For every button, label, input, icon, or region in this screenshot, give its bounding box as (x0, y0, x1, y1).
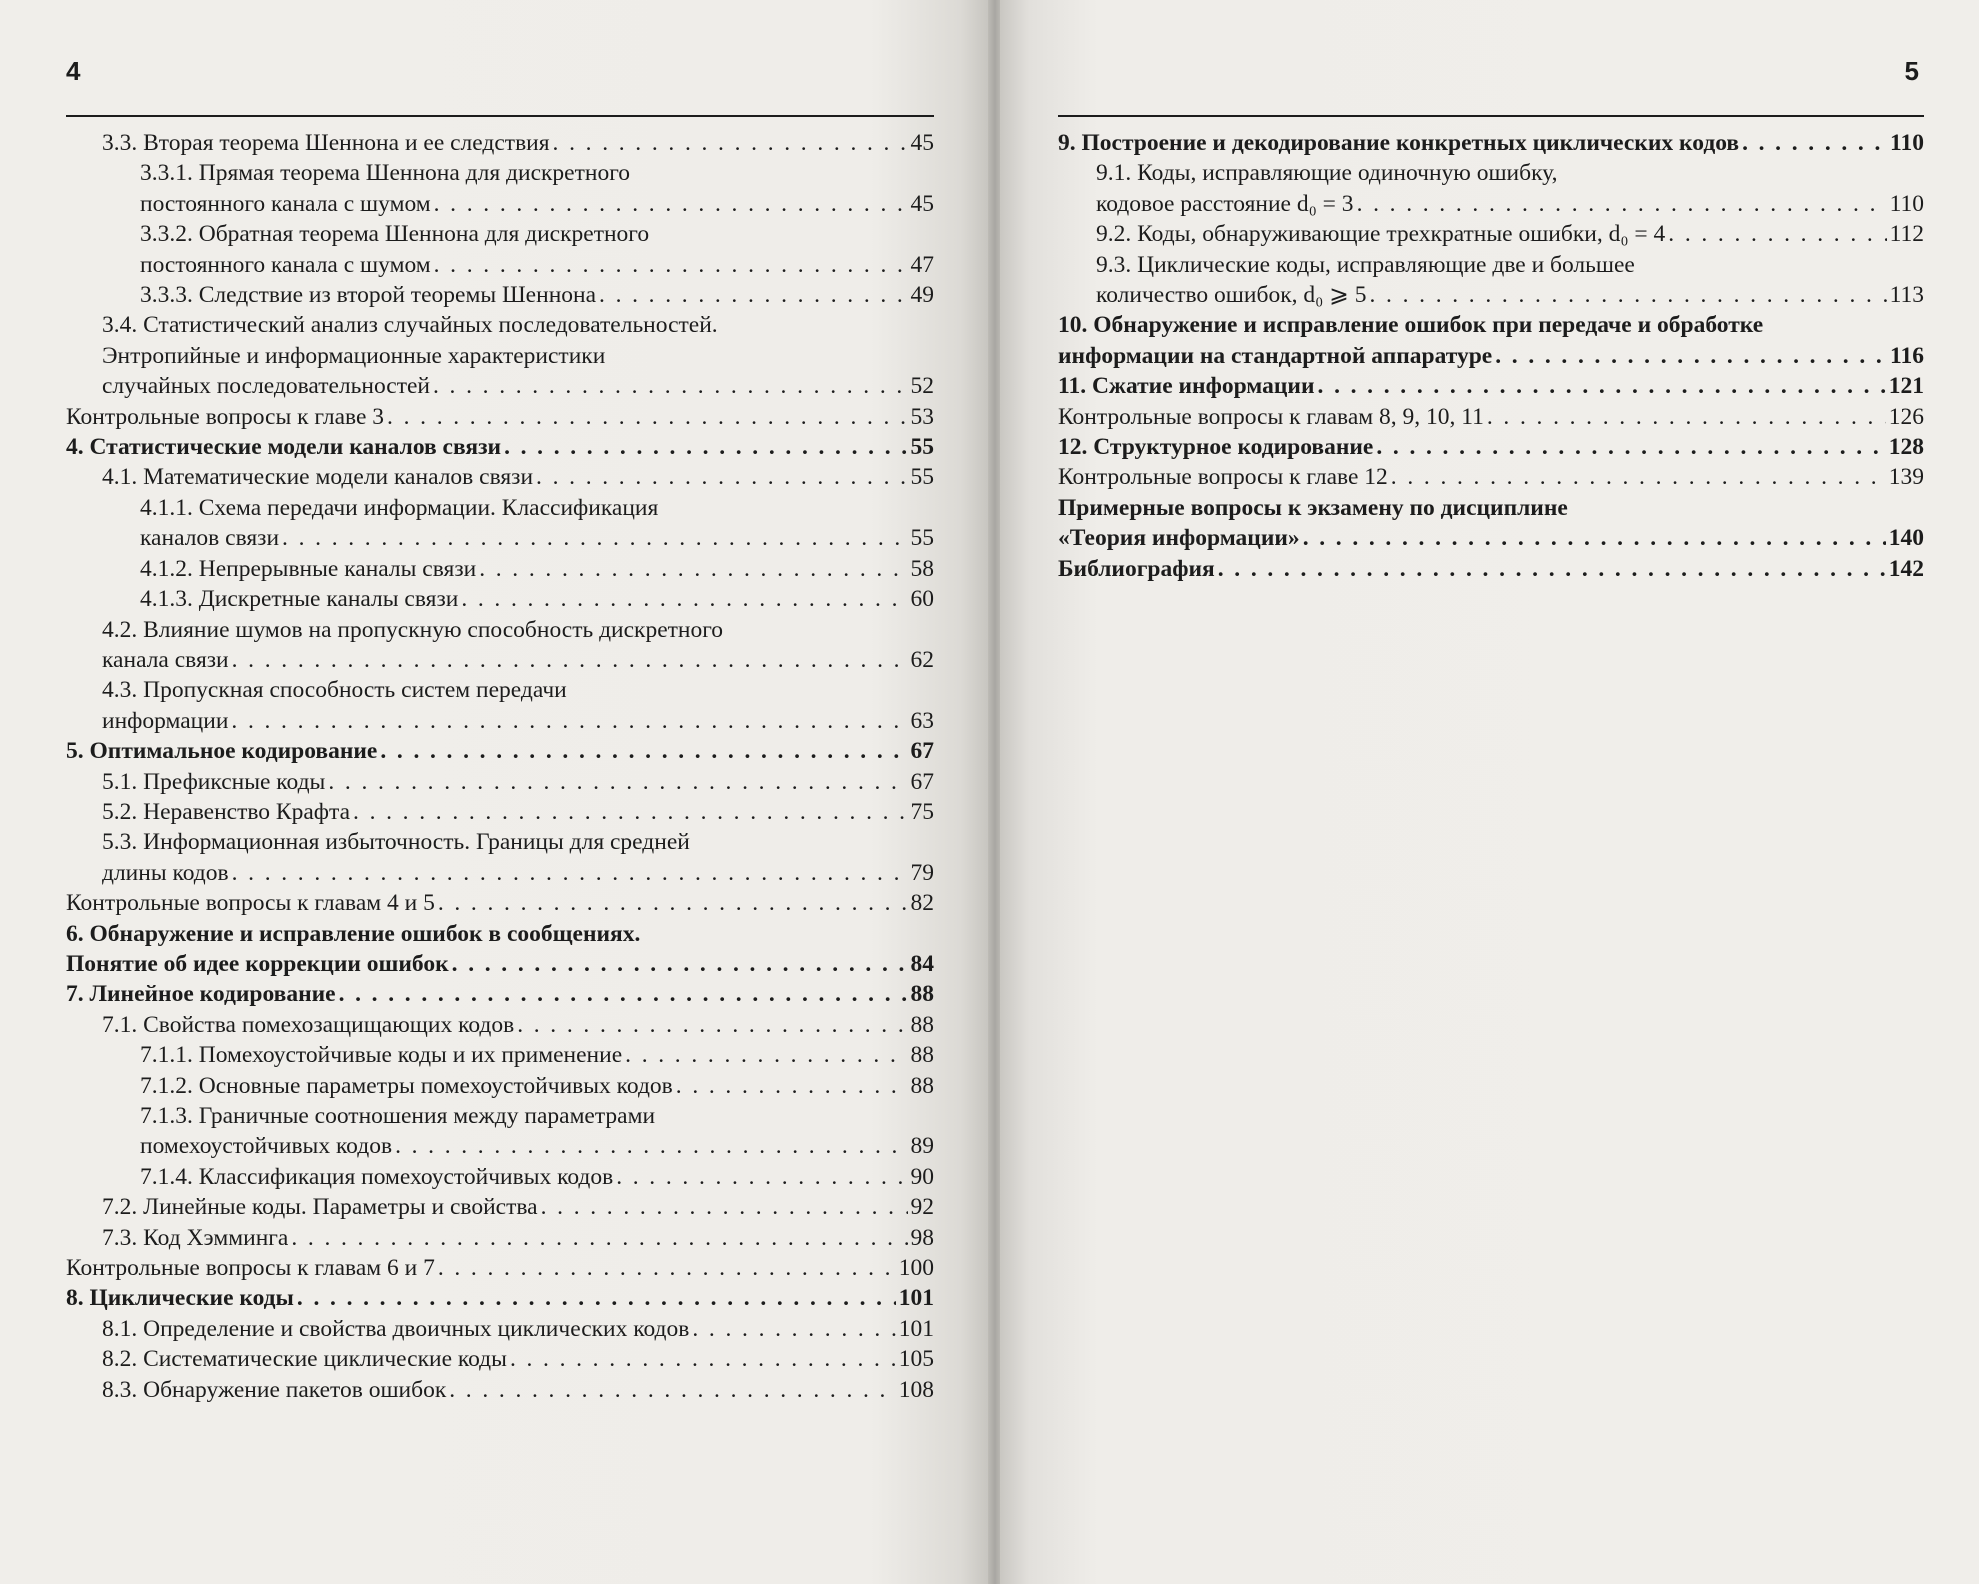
toc-entry-continuation (1058, 189, 1924, 219)
toc-entry-title: 4.1.3. Дискретные каналы связи (140, 586, 459, 613)
toc-entry-title: 4.2. Влияние шумов на пропускную способность дискретного (102, 616, 724, 643)
toc-entry-title: 3.3. Вторая теорема Шеннона и ее следствия (102, 130, 550, 156)
toc-page-number: 79 (910, 859, 934, 886)
toc-entry (66, 1253, 934, 1283)
dot-leader (438, 1253, 896, 1283)
toc-entry (66, 554, 934, 584)
dot-leader (1370, 280, 1887, 310)
dot-leader (504, 432, 907, 462)
toc-page-number: 58 (910, 555, 934, 582)
dot-leader (297, 1283, 896, 1313)
toc-page-number: 45 (910, 130, 934, 156)
toc-entry-title: 10. Обнаружение и исправление ошибок при передаче и обработке (1058, 312, 1764, 339)
toc-entry-title: каналов связи (140, 525, 280, 552)
toc-entry (66, 1040, 934, 1070)
toc-page-number: 108 (898, 1376, 934, 1403)
dot-leader (479, 554, 907, 584)
toc-entry (66, 888, 934, 918)
toc-entry (66, 1071, 934, 1101)
toc-entry (66, 767, 934, 797)
toc-entry (66, 1314, 934, 1344)
toc-page-number: 88 (910, 1042, 934, 1069)
toc-entry-title: 7.1.1. Помехоустойчивые коды и их применение (140, 1042, 623, 1069)
dot-leader (461, 584, 907, 614)
toc-list-right (1058, 128, 1924, 584)
toc-entry-title: 3.3.1. Прямая теорема Шеннона для дискретного (140, 160, 631, 187)
toc-entry-title: Контрольные вопросы к главам 6 и 7 (66, 1255, 435, 1282)
toc-page-number: 101 (898, 1315, 934, 1342)
toc-entry-title: Контрольные вопросы к главе 12 (1058, 464, 1388, 491)
toc-entry-continuation (66, 189, 934, 219)
toc-entry (66, 827, 934, 857)
toc-entry-title: канала связи (102, 646, 229, 673)
toc-entry (1058, 402, 1924, 432)
dot-leader (328, 767, 907, 797)
toc-page-number: 88 (910, 981, 934, 1008)
toc-entry (66, 736, 934, 766)
toc-entry-title: информации (102, 707, 229, 734)
toc-page-number: 116 (1890, 342, 1924, 369)
toc-page-number: 88 (910, 1072, 934, 1099)
dot-leader (553, 128, 908, 158)
toc-entry-title: случайных последовательностей (102, 373, 430, 400)
toc-entry-title: кодовое расстояние d₀ = 3 (1096, 190, 1354, 217)
header-rule (1058, 115, 1924, 117)
toc-entry (66, 615, 934, 645)
toc-entry-title: 4.1. Математические модели каналов связи (102, 464, 534, 491)
toc-entry-title: Контрольные вопросы к главам 4 и 5 (66, 890, 435, 917)
toc-entry (66, 219, 934, 249)
toc-entry-title: 8. Циклические коды (66, 1285, 294, 1312)
toc-entry-title: 7.3. Код Хэмминга (102, 1224, 289, 1251)
dot-leader (1318, 371, 1886, 401)
toc-page-number: 55 (910, 434, 934, 461)
dot-leader (1742, 128, 1887, 158)
dot-leader (1391, 462, 1886, 492)
toc-entry-continuation (1058, 523, 1924, 553)
toc-page-number: 105 (898, 1346, 934, 1373)
dot-leader (353, 797, 907, 827)
toc-entry-title: Энтропийные и информационные характеристики (102, 342, 606, 369)
toc-page-number: 110 (1889, 190, 1924, 217)
toc-entry-title: 3.3.3. Следствие из второй теоремы Шеннона (140, 282, 597, 309)
toc-entry-title: 5. Оптимальное кодирование (66, 738, 378, 765)
toc-page-number: 47 (910, 251, 934, 278)
toc-page-number: 98 (910, 1224, 934, 1251)
toc-entry-title: 3.4. Статистический анализ случайных последовательностей. (102, 312, 718, 339)
toc-page-number: 88 (910, 1011, 934, 1038)
toc-page-number: 52 (910, 373, 934, 400)
toc-page-number: 110 (1890, 130, 1924, 156)
toc-page-number: 60 (910, 586, 934, 613)
toc-entry-title: 5.3. Информационная избыточность. Границы для средней (102, 829, 690, 856)
toc-entry (66, 1010, 934, 1040)
toc-page-number: 75 (910, 798, 934, 825)
toc-page-number: 67 (910, 768, 934, 795)
toc-entry-title: 4.1.2. Непрерывные каналы связи (140, 555, 477, 582)
toc-entry-continuation (66, 341, 934, 371)
toc-entry-title: Примерные вопросы к экзамену по дисциплине (1058, 494, 1568, 521)
toc-entry (66, 280, 934, 310)
toc-page-number: 126 (1888, 403, 1924, 430)
dot-leader (536, 462, 907, 492)
dot-leader (1303, 523, 1886, 553)
toc-entry (1058, 128, 1924, 158)
toc-entry (66, 1283, 934, 1313)
toc-page-number: 140 (1888, 525, 1924, 552)
dot-leader (282, 523, 907, 553)
toc-entry-title: Библиография (1058, 555, 1215, 582)
toc-entry (1058, 250, 1924, 280)
dot-leader (692, 1314, 895, 1344)
toc-page-number: 113 (1889, 282, 1924, 309)
toc-entry-continuation (66, 645, 934, 675)
toc-page-number: 55 (910, 464, 934, 491)
toc-page-number: 67 (910, 738, 934, 765)
toc-entry (66, 462, 934, 492)
toc-page-number: 90 (910, 1163, 934, 1190)
toc-entry (66, 1344, 934, 1374)
dot-leader (510, 1344, 896, 1374)
dot-leader (291, 1223, 907, 1253)
toc-entry (66, 675, 934, 705)
toc-entry (1058, 554, 1924, 584)
dot-leader (1218, 554, 1886, 584)
toc-page-number: 101 (898, 1285, 934, 1312)
toc-entry-continuation (66, 706, 934, 736)
toc-entry-continuation (66, 858, 934, 888)
toc-page-number: 139 (1888, 464, 1924, 491)
dot-leader (452, 949, 908, 979)
dot-leader (517, 1010, 907, 1040)
toc-entry-title: 7.1. Свойства помехозащищающих кодов (102, 1011, 515, 1038)
toc-page-number: 62 (910, 646, 934, 673)
toc-page-number: 82 (910, 890, 934, 917)
toc-entry-title: 8.3. Обнаружение пакетов ошибок (102, 1376, 447, 1403)
toc-entry-title: 9.2. Коды, обнаруживающие трехкратные ошибки, d₀ = 4 (1096, 221, 1666, 248)
toc-page-number: 84 (910, 950, 934, 977)
toc-entry-title: 9. Построение и декодирование конкретных циклических кодов (1058, 130, 1740, 156)
toc-entry (66, 584, 934, 614)
toc-entry-title: 6. Обнаружение и исправление ошибок в сообщениях. (66, 920, 641, 947)
toc-page-number: 92 (910, 1194, 934, 1221)
toc-entry-title: постоянного канала с шумом (140, 251, 431, 278)
toc-entry-continuation (66, 523, 934, 553)
toc-entry-title: «Теория информации» (1058, 525, 1300, 552)
toc-entry (66, 1223, 934, 1253)
toc-entry-title: количество ошибок, d₀ ⩾ 5 (1096, 282, 1367, 309)
toc-entry (66, 979, 934, 1009)
dot-leader (395, 1131, 907, 1161)
dot-leader (1357, 189, 1887, 219)
dot-leader (438, 888, 908, 918)
toc-entry-continuation (66, 371, 934, 401)
dot-leader (339, 979, 908, 1009)
toc-entry-title: Контрольные вопросы к главе 3 (66, 403, 385, 430)
dot-leader (434, 189, 908, 219)
toc-page-number: 45 (910, 190, 934, 217)
toc-entry (66, 797, 934, 827)
toc-entry-title: 12. Структурное кодирование (1058, 434, 1374, 461)
toc-entry (1058, 310, 1924, 340)
toc-entry-title: 4. Статистические модели каналов связи (66, 434, 502, 461)
toc-entry (66, 493, 934, 523)
toc-entry (66, 1162, 934, 1192)
dot-leader (387, 402, 907, 432)
toc-entry (66, 1101, 934, 1131)
toc-entry-title: 7. Линейное кодирование (66, 981, 336, 1008)
toc-entry (66, 128, 934, 158)
toc-entry-title: 7.1.2. Основные параметры помехоустойчивых кодов (140, 1072, 673, 1099)
toc-entry-title: Контрольные вопросы к главам 8, 9, 10, 11 (1058, 403, 1484, 430)
toc-entry-title: длины кодов (102, 859, 229, 886)
toc-entry-title: 11. Сжатие информации (1058, 373, 1315, 400)
dot-leader (1487, 402, 1886, 432)
toc-entry (66, 402, 934, 432)
toc-page-number: 100 (898, 1255, 934, 1282)
dot-leader (599, 280, 907, 310)
toc-entry (1058, 432, 1924, 462)
dot-leader (616, 1162, 907, 1192)
toc-entry-title: 8.1. Определение и свойства двоичных циклических кодов (102, 1315, 690, 1342)
toc-entry (66, 919, 934, 949)
toc-entry-title: 4.1.1. Схема передачи информации. Классификация (140, 494, 659, 521)
toc-page-number: 89 (910, 1133, 934, 1160)
toc-entry (66, 1375, 934, 1405)
toc-entry (1058, 371, 1924, 401)
toc-entry (66, 432, 934, 462)
toc-page-number: 55 (910, 525, 934, 552)
toc-entry-continuation (1058, 341, 1924, 371)
dot-leader (676, 1071, 908, 1101)
dot-leader (433, 371, 908, 401)
page-number: 4 (66, 56, 81, 86)
toc-entry-continuation (66, 1131, 934, 1161)
toc-page-number: 112 (1889, 221, 1924, 248)
dot-leader (232, 858, 908, 888)
toc-entry (1058, 158, 1924, 188)
dot-leader (231, 706, 907, 736)
toc-entry-continuation (66, 949, 934, 979)
toc-page-number: 142 (1888, 555, 1924, 582)
toc-entry-title: 9.3. Циклические коды, исправляющие две и большее (1096, 251, 1635, 278)
toc-entry (1058, 493, 1924, 523)
toc-entry-title: помехоустойчивых кодов (140, 1133, 393, 1160)
toc-entry (66, 158, 934, 188)
toc-entry-title: 3.3.2. Обратная теорема Шеннона для дискретного (140, 221, 650, 248)
toc-entry-title: Понятие об идее коррекции ошибок (66, 950, 449, 977)
toc-entry (66, 310, 934, 340)
toc-entry (1058, 219, 1924, 249)
toc-page-number: 49 (910, 282, 934, 309)
page-number: 5 (1904, 56, 1919, 86)
dot-leader (380, 736, 907, 766)
dot-leader (449, 1375, 896, 1405)
toc-entry-title: информации на стандартной аппаратуре (1058, 342, 1493, 369)
dot-leader (1376, 432, 1885, 462)
toc-page-number: 121 (1888, 373, 1924, 400)
dot-leader (625, 1040, 907, 1070)
toc-entry-title: 5.2. Неравенство Крафта (102, 798, 351, 825)
dot-leader (1495, 341, 1887, 371)
toc-entry-title: 7.2. Линейные коды. Параметры и свойства (102, 1194, 538, 1221)
toc-entry-title: 5.1. Префиксные коды (102, 768, 326, 795)
toc-entry-continuation (66, 250, 934, 280)
toc-entry-title: 9.1. Коды, исправляющие одиночную ошибку, (1096, 160, 1558, 187)
toc-entry-title: 4.3. Пропускная способность систем передачи (102, 677, 567, 704)
dot-leader (541, 1192, 908, 1222)
header-rule (66, 115, 934, 117)
toc-entry-continuation (1058, 280, 1924, 310)
toc-list-left (66, 128, 934, 1405)
toc-page-number: 53 (910, 403, 934, 430)
dot-leader (232, 645, 908, 675)
toc-entry-title: постоянного канала с шумом (140, 190, 431, 217)
toc-entry-title: 7.1.4. Классификация помехоустойчивых кодов (140, 1163, 614, 1190)
dot-leader (1668, 219, 1886, 249)
right-page (1000, 0, 1979, 1584)
toc-entry (66, 1192, 934, 1222)
toc-entry (1058, 462, 1924, 492)
toc-page-number: 128 (1888, 434, 1924, 461)
toc-entry-title: 8.2. Систематические циклические коды (102, 1346, 507, 1373)
dot-leader (434, 250, 908, 280)
toc-page-number: 63 (910, 707, 934, 734)
toc-entry-title: 7.1.3. Граничные соотношения между параметрами (140, 1103, 656, 1129)
